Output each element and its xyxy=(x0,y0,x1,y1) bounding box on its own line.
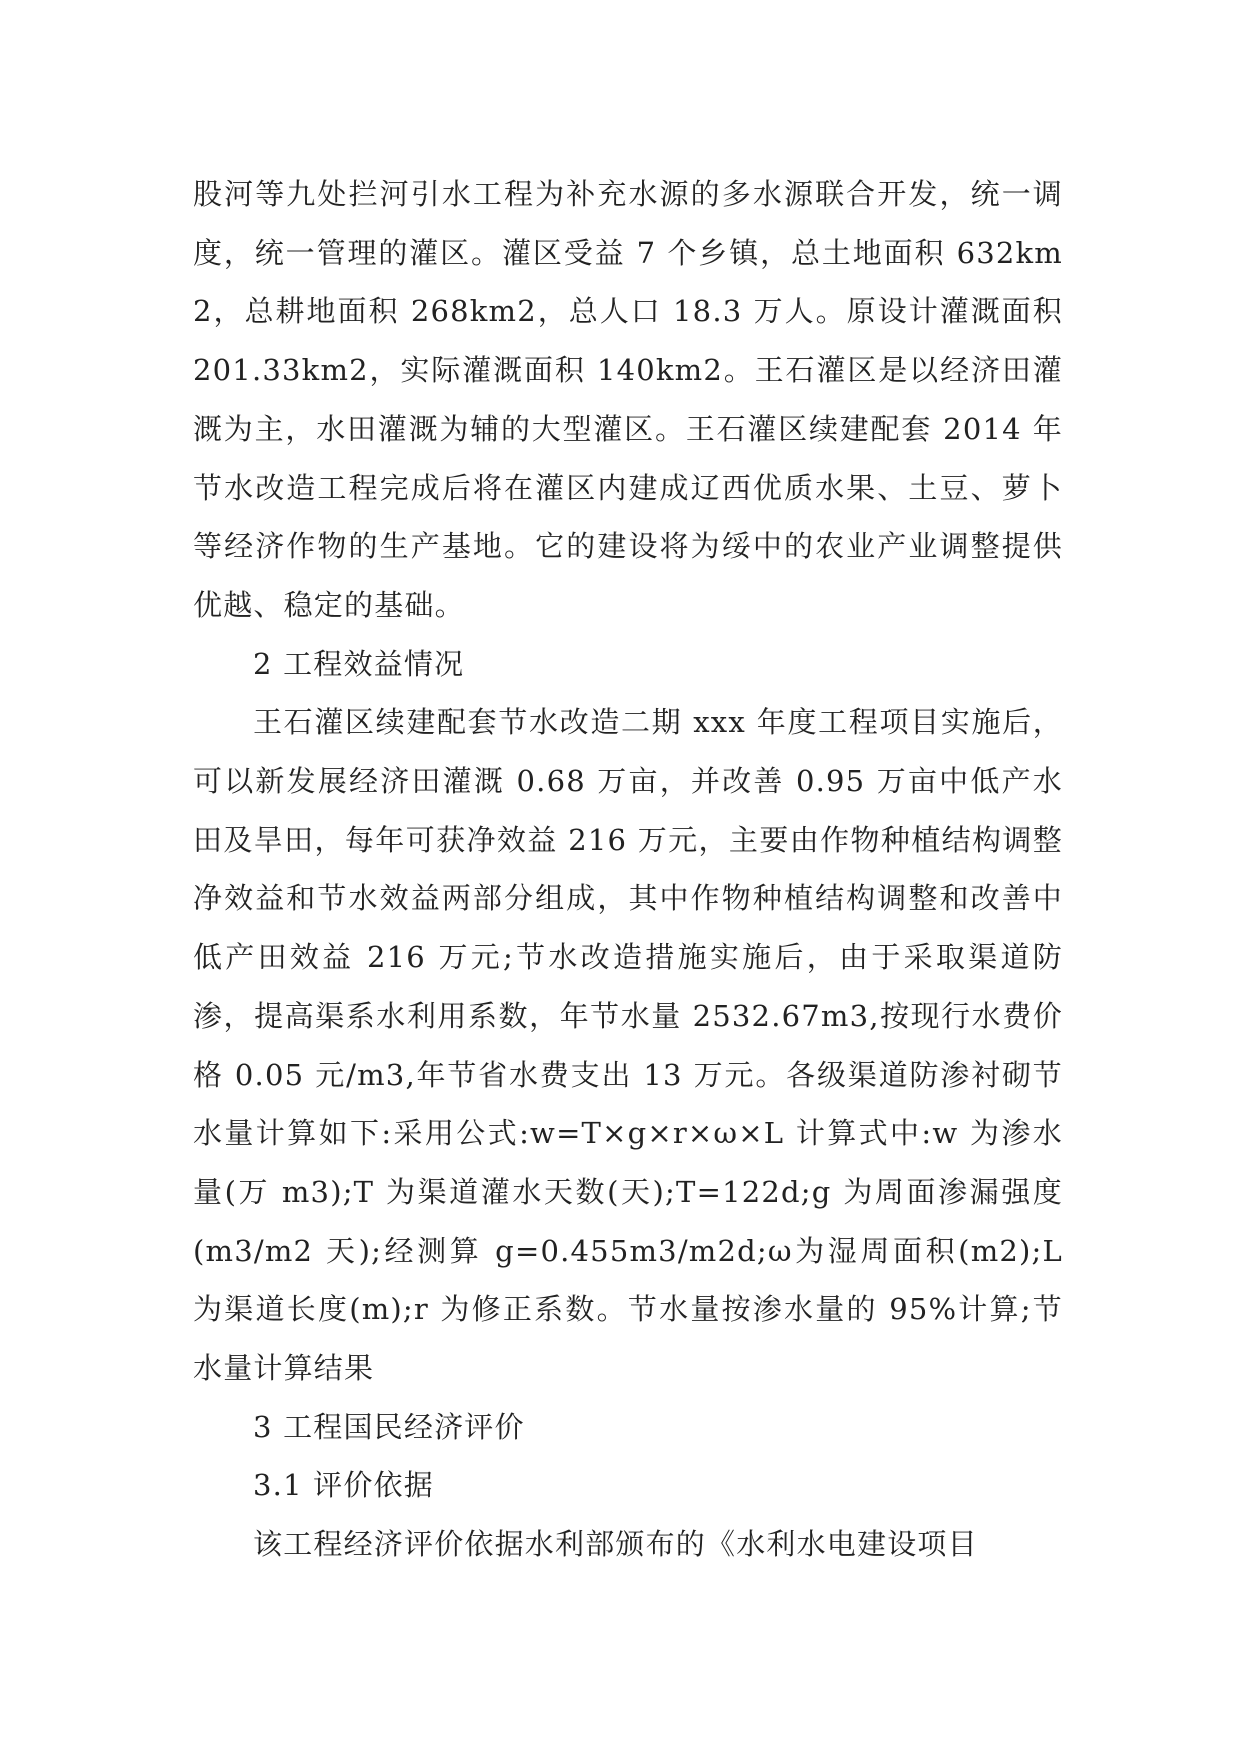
paragraph-benefits: 王石灌区续建配套节水改造二期 xxx 年度工程项目实施后，可以新发展经济田灌溉 0.68 万亩，并改善 0.95 万亩中低产水田及旱田，每年可获净效益 216 万元，主要由作物种植结构调整净效益和节水效益两部分组成，其中作物种植结构调整和改善中低产田效益 216 万元;节水改造措施实施后，由于采取渠道防渗，提高渠系水利用系数，年节水量 2532.67m3,按现行水费价格 0.05 元/m3,年节省水费支出 13 万元。各级渠道防渗衬砌节水量计算如下:采用公式:w=T×g×r×ω×L 计算式中:w 为渗水量(万 m3);T 为渠道灌水天数(天);T=122d;g 为周面渗漏强度(m3/m2 天);经测算 g=0.455m3/m2d;ω为湿周面积(m2);L 为渠道长度(m);r 为修正系数。节水量按渗水量的 95%计算;节水量计算结果 xyxy=(193,705,1063,1386)
paragraph-irrigation-overview: 股河等九处拦河引水工程为补充水源的多水源联合开发，统一调度，统一管理的灌区。灌区受益 7 个乡镇，总土地面积 632km2，总耕地面积 268km2，总人口 18.3 万人。原设计灌溉面积 201.33km2，实际灌溉面积 140km2。王石灌区是以经济田灌溉为主，水田灌溉为辅的大型灌区。王石灌区续建配套 2014 年节水改造工程完成后将在灌区内建成辽西优质水果、土豆、萝卜等经济作物的生产基地。它的建设将为绥中的农业产业调整提供优越、稳定的基础。 xyxy=(193,177,1063,622)
section-heading-benefits: 2 工程效益情况 xyxy=(253,646,465,681)
document-body xyxy=(193,165,1063,1574)
paragraph-evaluation-basis: 该工程经济评价依据水利部颁布的《水利水电建设项目 xyxy=(253,1527,978,1562)
section-heading-economic-evaluation: 3 工程国民经济评价 xyxy=(253,1409,525,1444)
subsection-heading-evaluation-basis: 3.1 评价依据 xyxy=(253,1468,434,1503)
